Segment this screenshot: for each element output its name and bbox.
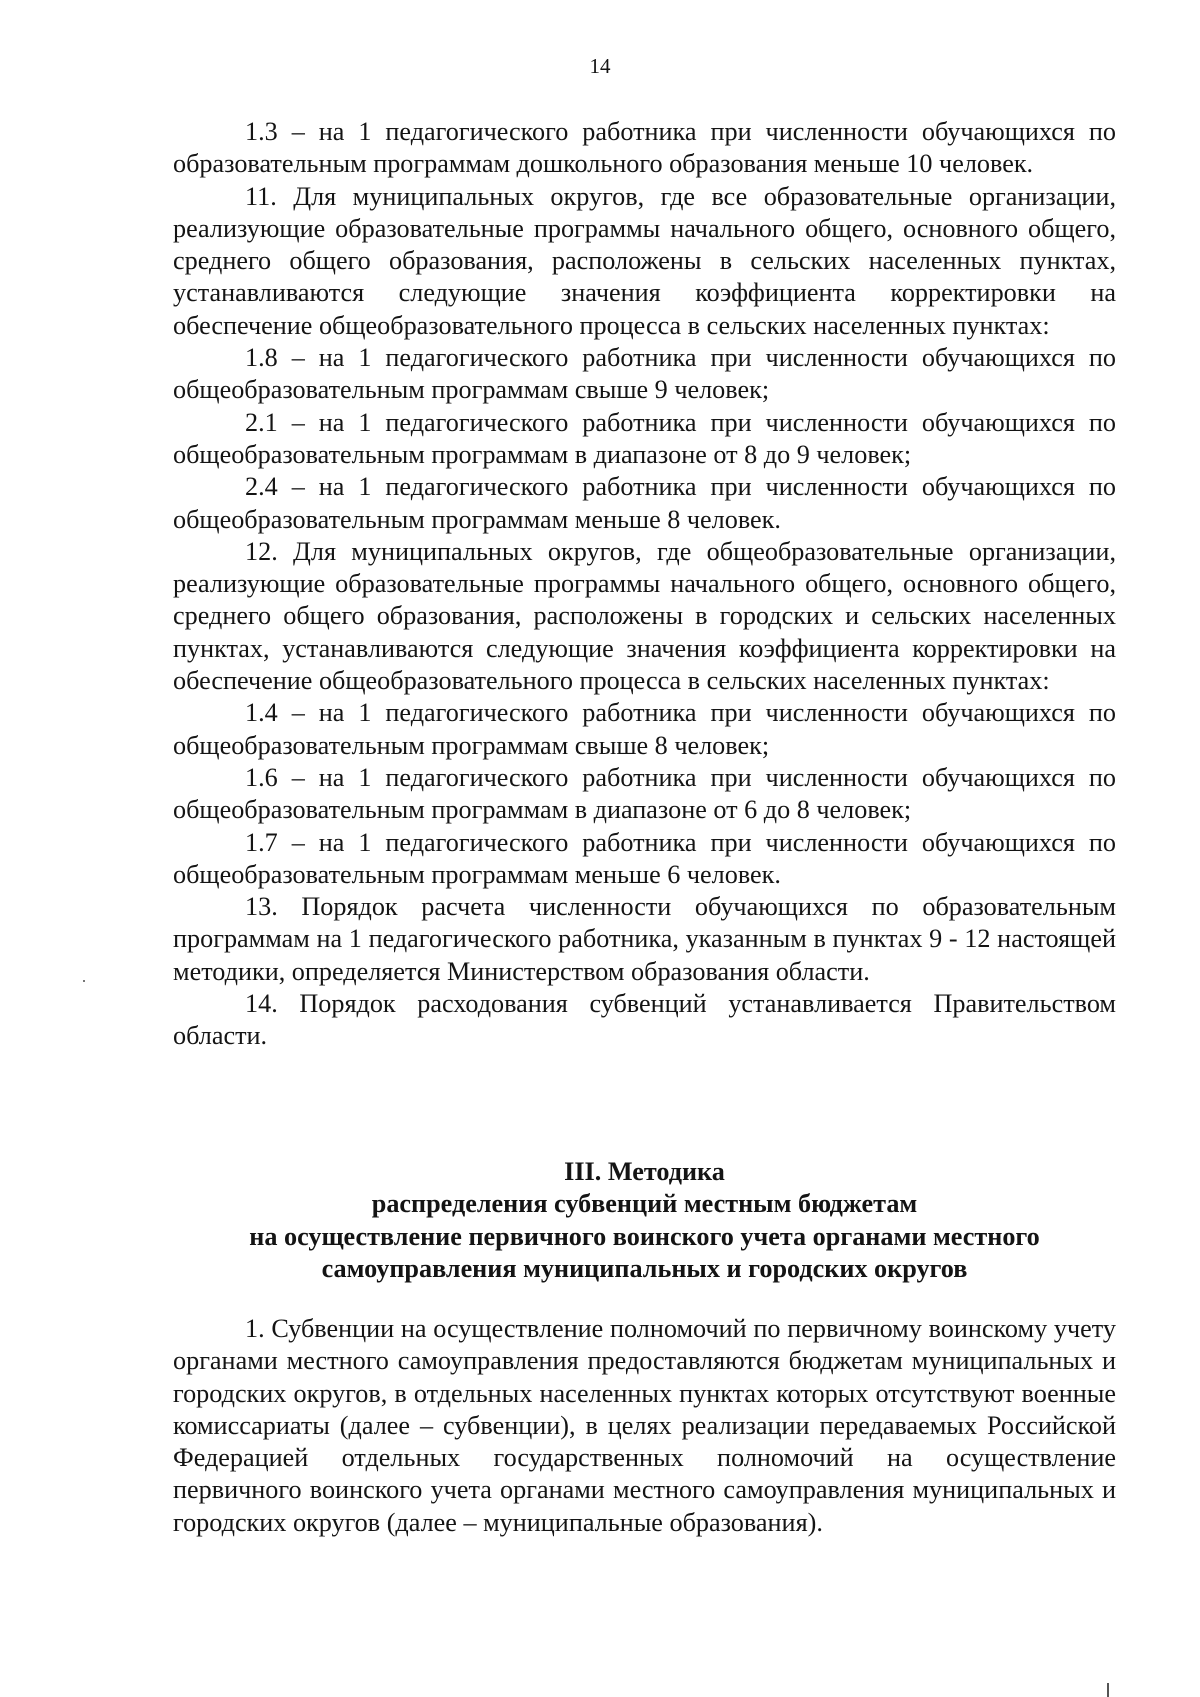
section-paragraph-1: 1. Субвенции на осуществление полномочий по первичному воинскому учету органами местного самоуправления предоставляются бюджетам муниципальных и городских округов, в отдельных населенных пунктах которых отсутствуют военные комиссариаты (далее – субвенции), в целях реализации передаваемых Российской Федерацией отдельных государственных полномочий на осуществление первичного воинского учета органами местного самоуправления муниципальных и городских округов (далее – муниципальные образования). <box>173 1314 1116 1537</box>
paragraph-1-8: 1.8 – на 1 педагогического работника при численности обучающихся по общеобразовательным программам свыше 9 человек; <box>173 343 1116 405</box>
section-heading-line-1: III. Методика <box>564 1157 725 1186</box>
paragraph-14: 14. Порядок расходования субвенций устанавливается Правительством области. <box>173 989 1116 1051</box>
paragraph-1-7: 1.7 – на 1 педагогического работника при численности обучающихся по общеобразовательным программам меньше 6 человек. <box>173 827 1116 889</box>
paragraph-1-4: 1.4 – на 1 педагогического работника при численности обучающихся по общеобразовательным программам свыше 8 человек; <box>173 698 1116 760</box>
section-body <box>173 1313 1116 1539</box>
paragraph-1-6: 1.6 – на 1 педагогического работника при численности обучающихся по общеобразовательным программам в диапазоне от 6 до 8 человек; <box>173 762 1116 825</box>
paragraph-1-3: 1.3 – на 1 педагогического работника при численности обучающихся по образовательным программам дошкольного образования меньше 10 человек. <box>173 117 1116 179</box>
paragraph-12: 12. Для муниципальных округов, где общеобразовательные организации, реализующие образовательные программы начального общего, основного общего, среднего общего образования, расположены в городских и сельских населенных пунктах, устанавливаются следующие значения коэффициента корректировки на обеспечение общеобразовательного процесса в сельских населенных пунктах: <box>173 536 1116 696</box>
paragraph-11: 11. Для муниципальных округов, где все образовательные организации, реализующие образовательные программы начального общего, основного общего, среднего общего образования, расположены в сельских населенных пунктах, устанавливаются следующие значения коэффициента корректировки на обеспечение общеобразовательного процесса в сельских населенных пунктах: <box>173 181 1116 340</box>
section-heading-line-4: самоуправления муниципальных и городских округов <box>321 1253 968 1283</box>
section-heading-line-2: распределения субвенций местным бюджетам <box>371 1189 918 1219</box>
section-heading <box>173 1156 1116 1285</box>
section-heading-line-3: на осуществление первичного воинского учета органами местного <box>249 1221 1040 1251</box>
paragraph-2-4: 2.4 – на 1 педагогического работника при численности обучающихся по общеобразовательным программам меньше 8 человек. <box>173 472 1116 534</box>
scan-speck <box>83 980 85 982</box>
document-body <box>173 116 1116 1053</box>
page-number: 14 <box>589 54 611 78</box>
paragraph-13: 13. Порядок расчета численности обучающихся по образовательным программам на 1 педагогического работника, указанным в пунктах 9 - 12 настоящей методики, определяется Министерством образования области. <box>173 892 1116 986</box>
scan-edge-mark <box>1107 1683 1109 1697</box>
paragraph-2-1: 2.1 – на 1 педагогического работника при численности обучающихся по общеобразовательным программам в диапазоне от 8 до 9 человек; <box>173 407 1116 469</box>
